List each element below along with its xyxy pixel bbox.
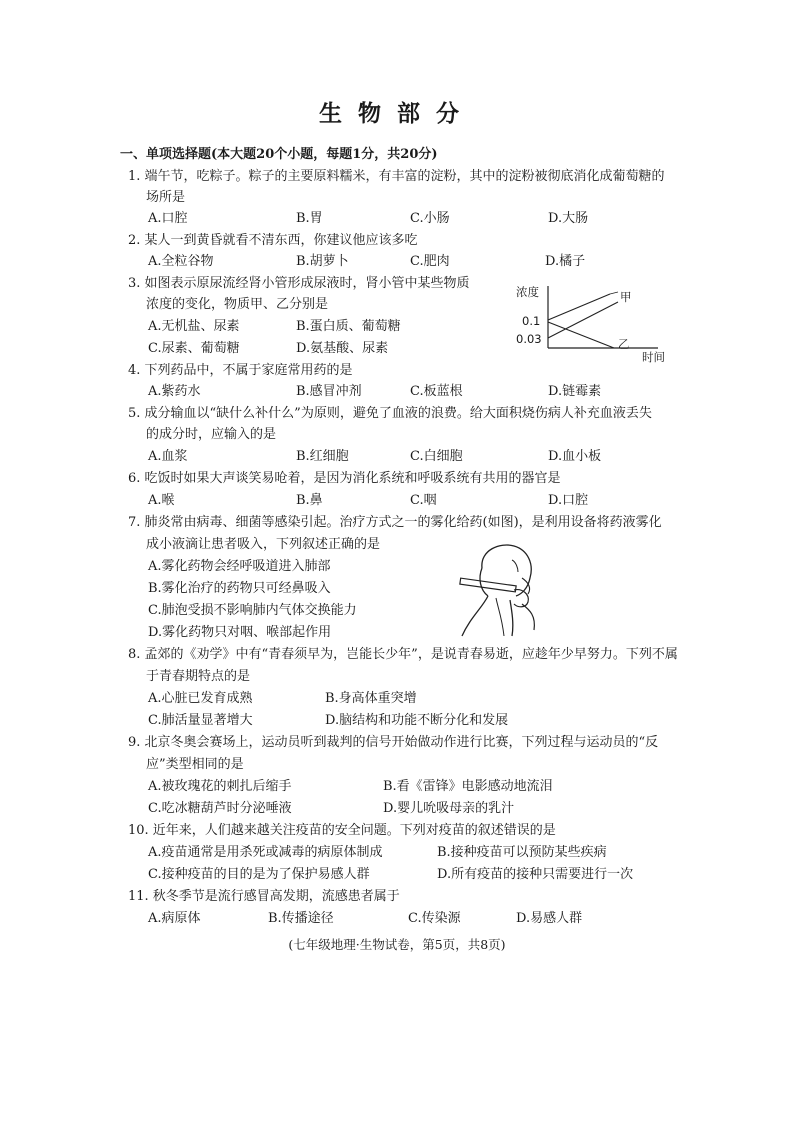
q9-stem-line2: 应”类型相同的是 xyxy=(146,757,244,772)
ear xyxy=(512,560,518,572)
q9-option-a: A.被玫瑰花的刺扎后缩手 xyxy=(148,779,292,794)
q1-option-b: B.胃 xyxy=(296,211,323,226)
q7-option-b: B.雾化治疗的药物只可经鼻吸入 xyxy=(148,581,331,596)
q7-option-c: C.肺泡受损不影响肺内气体交换能力 xyxy=(148,603,357,618)
q10-option-a: A.疫苗通常是用杀死或减毒的病原体制成 xyxy=(148,845,383,860)
collar xyxy=(496,598,504,636)
q3-option-d: D.氨基酸、尿素 xyxy=(296,341,389,356)
q8-option-d: D.脑结构和功能不断分化和发展 xyxy=(325,713,509,728)
q11-option-b: B.传播途径 xyxy=(268,911,334,926)
q5-option-a: A.血浆 xyxy=(148,449,188,464)
q4-option-b: B.感冒冲剂 xyxy=(296,384,362,399)
q4-stem: 4. 下列药品中，不属于家庭常用药的是 xyxy=(128,363,353,378)
line-jia xyxy=(548,294,610,320)
q1-option-a: A.口腔 xyxy=(148,211,188,226)
q8-option-a: A.心脏已发育成熟 xyxy=(148,691,253,706)
series-label-yi: 乙 xyxy=(618,337,630,351)
q1-option-c: C.小肠 xyxy=(410,211,450,226)
q6-option-d: D.口腔 xyxy=(548,493,589,508)
line-jia-rising xyxy=(548,302,618,338)
q3-option-a: A.无机盐、尿素 xyxy=(148,319,240,334)
q6-option-a: A.喉 xyxy=(148,493,175,508)
q9-stem-line1: 9. 北京冬奥会赛场上，运动员听到裁判的信号开始做动作进行比赛，下列过程与运动员的“反 xyxy=(128,735,659,750)
x-axis-label: 时间 xyxy=(642,350,665,364)
q2-option-b: B.胡萝卜 xyxy=(296,254,349,269)
q9-option-b: B.看《雷锋》电影感动地流泪 xyxy=(383,779,553,794)
q7-option-d: D.雾化药物只对咽、喉部起作用 xyxy=(148,625,332,640)
q3-stem-line1: 3. 如图表示原尿流经肾小管形成尿液时，肾小管中某些物质 xyxy=(128,276,470,291)
y-axis-label: 浓度 xyxy=(516,285,539,299)
q2-option-a: A.全粒谷物 xyxy=(148,254,214,269)
q3-option-b: B.蛋白质、葡萄糖 xyxy=(296,319,401,334)
concentration-graph xyxy=(510,282,680,367)
q2-option-c: C.肥肉 xyxy=(410,254,450,269)
q9-option-c: C.吃冰糖葫芦时分泌唾液 xyxy=(148,801,292,816)
q7-option-a: A.雾化药物会经呼吸道进入肺部 xyxy=(148,559,331,574)
nebulizer-illustration xyxy=(452,538,547,638)
nebulizer-tube xyxy=(460,578,516,592)
q3-option-c: C.尿素、葡萄糖 xyxy=(148,341,240,356)
page-footer: (七年级地理·生物试卷，第5页，共8页) xyxy=(288,937,506,952)
q10-option-c: C.接种疫苗的目的是为了保护易感人群 xyxy=(148,867,370,882)
q4-option-c: C.板蓝根 xyxy=(410,384,463,399)
q11-stem: 11. 秋冬季节是流行感冒高发期，流感患者属于 xyxy=(128,889,400,904)
q5-option-d: D.血小板 xyxy=(548,449,602,464)
mask xyxy=(514,590,528,607)
q10-option-d: D.所有疫苗的接种只需要进行一次 xyxy=(437,867,634,882)
q11-option-c: C.传染源 xyxy=(408,911,461,926)
y-tick-0-1: 0.1 xyxy=(522,314,541,328)
q2-option-d: D.橘子 xyxy=(545,254,586,269)
q8-option-c: C.肺活量显著增大 xyxy=(148,713,253,728)
q4-option-d: D.链霉素 xyxy=(548,384,602,399)
q6-option-c: C.咽 xyxy=(410,493,437,508)
q1-stem-line2: 场所是 xyxy=(146,190,186,205)
q5-option-b: B.红细胞 xyxy=(296,449,349,464)
q2-stem: 2. 某人一到黄昏就看不清东西，你建议他应该多吃 xyxy=(128,233,418,248)
q7-stem-line1: 7. 肺炎常由病毒、细菌等感染引起。治疗方式之一的雾化给药(如图)，是利用设备将药液雾化 xyxy=(128,515,662,530)
series-label-jia: 甲 xyxy=(620,290,632,304)
q8-stem-line2: 于青春期特点的是 xyxy=(146,669,251,684)
q6-option-b: B.鼻 xyxy=(296,493,323,508)
q8-stem-line1: 8. 孟郊的《劝学》中有“青春须早为，岂能长少年”，是说青春易逝，应趁年少早努力。下列不属 xyxy=(128,647,678,662)
q10-option-b: B.接种疫苗可以预防某些疾病 xyxy=(437,845,607,860)
q11-option-a: A.病原体 xyxy=(148,911,201,926)
q10-stem: 10. 近年来，人们越来越关注疫苗的安全问题。下列对疫苗的叙述错误的是 xyxy=(128,823,556,838)
q1-stem-line1: 1. 端午节，吃粽子。粽子的主要原料糯米，有丰富的淀粉，其中的淀粉被彻底消化成葡萄糖的 xyxy=(128,169,665,184)
q5-stem-line1: 5. 成分输血以“缺什么补什么”为原则，避免了血液的浪费。给大面积烧伤病人补充血液丢失 xyxy=(128,406,652,421)
q4-option-a: A.紫药水 xyxy=(148,384,201,399)
y-tick-0-03: 0.03 xyxy=(516,332,542,346)
line-yi xyxy=(548,322,614,348)
q1-option-d: D.大肠 xyxy=(548,211,589,226)
q5-stem-line2: 的成分时，应输入的是 xyxy=(146,427,277,442)
label-leader-jia xyxy=(610,292,618,294)
q7-stem-line2: 成小液滴让患者吸入，下列叙述正确的是 xyxy=(146,537,381,552)
nebulizer-drawing xyxy=(452,538,547,638)
q9-option-d: D.婴儿吮吸母亲的乳汁 xyxy=(383,801,515,816)
page-title: 生物部分 xyxy=(319,101,475,127)
q8-option-b: B.身高体重突增 xyxy=(325,691,417,706)
q5-option-c: C.白细胞 xyxy=(410,449,463,464)
shoulder-left xyxy=(462,596,488,636)
hand xyxy=(522,604,534,630)
shoulder-right xyxy=(510,600,513,636)
section-heading: 一、单项选择题(本大题20个小题，每题1分，共20分) xyxy=(120,147,438,162)
q11-option-d: D.易感人群 xyxy=(516,911,583,926)
q6-stem: 6. 吃饭时如果大声谈笑易呛着，是因为消化系统和呼吸系统有共用的器官是 xyxy=(128,471,561,486)
q3-stem-line2: 浓度的变化，物质甲、乙分别是 xyxy=(146,297,329,312)
